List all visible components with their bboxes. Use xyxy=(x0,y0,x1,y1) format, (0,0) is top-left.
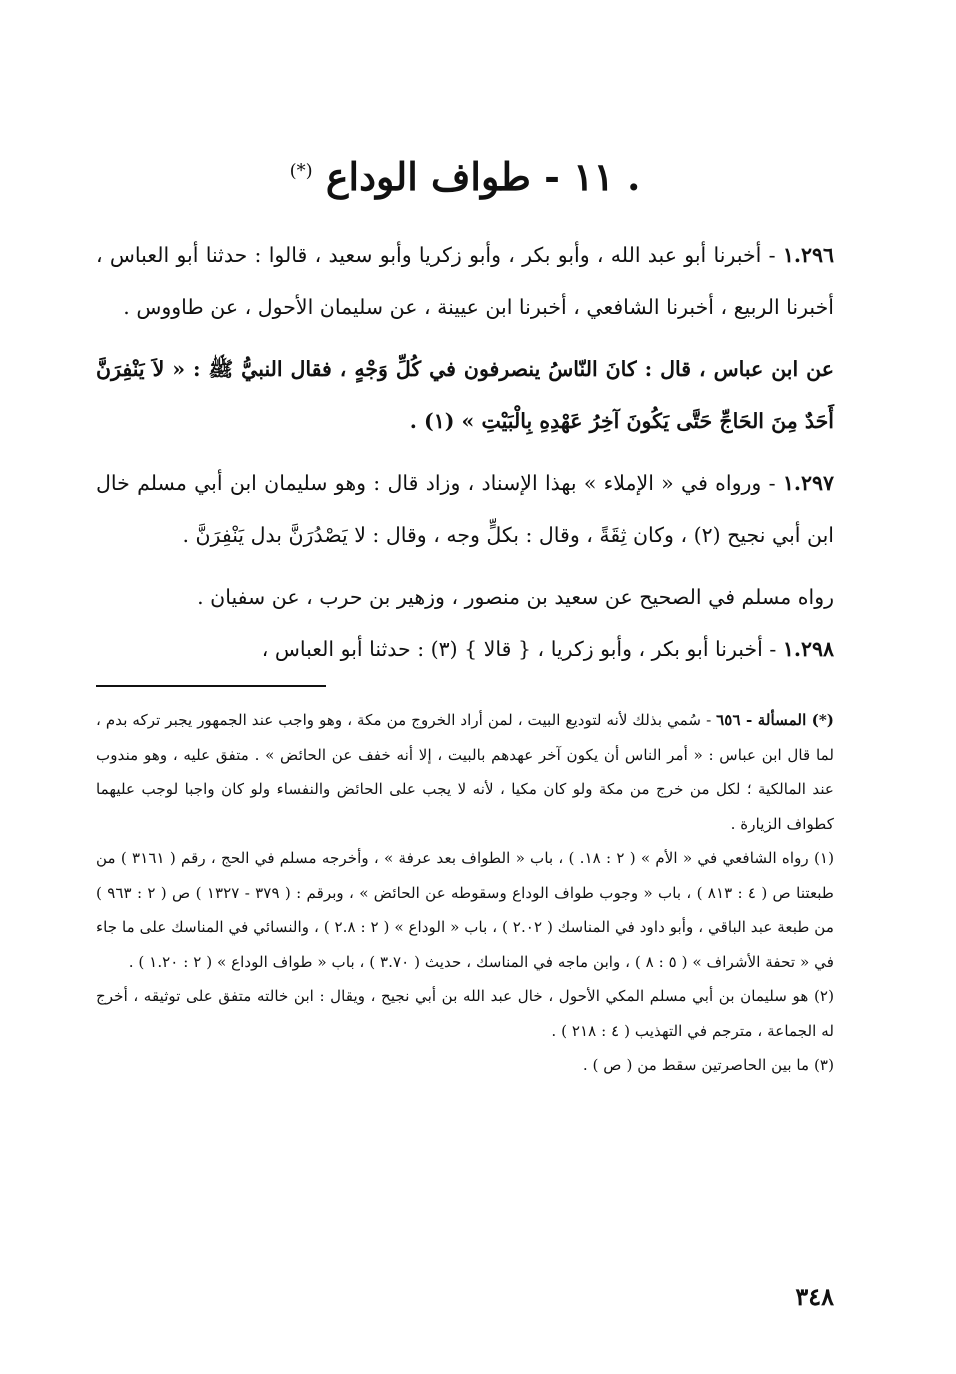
footnote-1-text: (١) رواه الشافعي في « الأم » ( ٢ : ١٨. ) ، باب « الطواف بعد عرفة » ، وأخرجه مسلم في الحج ، رقم ( ٣١٦١ ) من طبعتنا ص ( ٤ : ٨١٣ ) ، باب « وجوب طواف الوداع وسقوطه عن الحائض » ، وبرقم : ( ٣٧٩ - ١٣٢٧ ) ص ( ٢ : ٩٦٣ ) من طبعة عبد الباقي ، وأبو داود في المناسك ( ٢.٠٢ ) ، باب « الوداع » ( ٢ : ٢.٨ ) ، والنسائي في المناسك على ما جاء في « تحفة الأشراف » ( ٥ : ٨ ) ، وابن ماجه في المناسك ، حديث ( ٣.٧٠ ) ، باب « طواف الوداع » ( ٢ : ١.٢٠ ) . xyxy=(96,849,835,971)
hadith-matn xyxy=(96,343,834,447)
footnote-1 xyxy=(96,841,834,979)
footnote-star xyxy=(96,703,834,841)
hadith-text: - أخبرنا أبو عبد الله ، وأبو بكر ، وأبو زكريا وأبو سعيد ، قالوا : حدثنا أبو العباس ، أخبرنا الربيع ، أخبرنا الشافعي ، أخبرنا ابن عيينة ، عن سليمان الأحول ، عن طاووس . xyxy=(96,243,834,320)
hadith-number: ١.٢٩٦ xyxy=(782,243,834,268)
hadith-number: ١.٢٩٧ xyxy=(782,471,834,496)
chapter-title-text: . ١١ - طواف الوداع xyxy=(325,154,641,199)
chapter-title-footnote-mark: (*) xyxy=(289,160,313,182)
footnote-3 xyxy=(96,1048,834,1083)
hadith-text: - أخبرنا أبو بكر ، وأبو زكريا ، { قالا } (٣) : حدثنا أبو العباس ، xyxy=(261,637,783,662)
footnote-star-text: - سُمي بذلك لأنه لتوديع البيت ، لمن أراد الخروج من مكة ، وهو واجب عند الجمهور يجبر تركه بدم ، لما قال ابن عباس : « أمر الناس أن يكون آخر عهدهم بالبيت ، إلا أنه خفف عن الحائض » . متفق عليه ، وهو مندوب عند المالكية ؛ لكل من خرج من مكة ولو كان مكيا ، لأنه لا يجب على الحائض والنفساء ولو كان واجبا لوجب عليهما كطواف الزيارة . xyxy=(96,711,834,833)
chapter-title xyxy=(96,150,834,203)
footnote-star-label: (*) المسألة - ٦٥٦ xyxy=(716,711,834,730)
hadith-matn-text: عن ابن عباس ، قال : كانَ النّاسُ ينصرفون في كُلِّ وَجْهٍ ، فقال النبيُّ ﷺ : « لاَ يَنْفِرَنَّ أَحَدٌ مِنَ الحَاجِّ حَتَّى يَكُونَ آخِرُ عَهْدِهِ بِالْبَيْتِ » (١) . xyxy=(96,357,834,434)
hadith-number: ١.٢٩٨ xyxy=(782,637,834,662)
hadith-1297 xyxy=(96,457,834,561)
footnote-2 xyxy=(96,979,834,1048)
hadith-1298 xyxy=(96,623,834,675)
footnote-2-text: (٢) هو سليمان بن أبي مسلم المكي الأحول ، خال عبد الله بن أبي نجيح ، ويقال : ابن خالته متفق على توثيقه ، أخرج له الجماعة ، مترجم في التهذيب ( ٤ : ٢١٨ ) . xyxy=(96,987,834,1040)
hadith-text: - ورواه في « الإملاء » بهذا الإسناد ، وزاد قال : وهو سليمان ابن أبي مسلم خال ابن أبي نجيح (٢) ، وكان ثِقَةً ، وقال : بكلٍّ وجه ، وقال : لا يَصْدُرَنَّ بدل يَنْفِرَنَّ . xyxy=(96,471,834,548)
takhrij-line xyxy=(96,571,834,623)
footnote-separator xyxy=(96,685,326,687)
footnote-3-text: (٣) ما بين الحاصرتين سقط من ( ص ) . xyxy=(582,1056,834,1075)
takhrij-text: رواه مسلم في الصحيح عن سعيد بن منصور ، وزهير بن حرب ، عن سفيان . xyxy=(197,585,834,610)
page-number: ٣٤٨ xyxy=(795,1282,834,1311)
book-page xyxy=(96,150,834,1083)
hadith-1296 xyxy=(96,229,834,333)
